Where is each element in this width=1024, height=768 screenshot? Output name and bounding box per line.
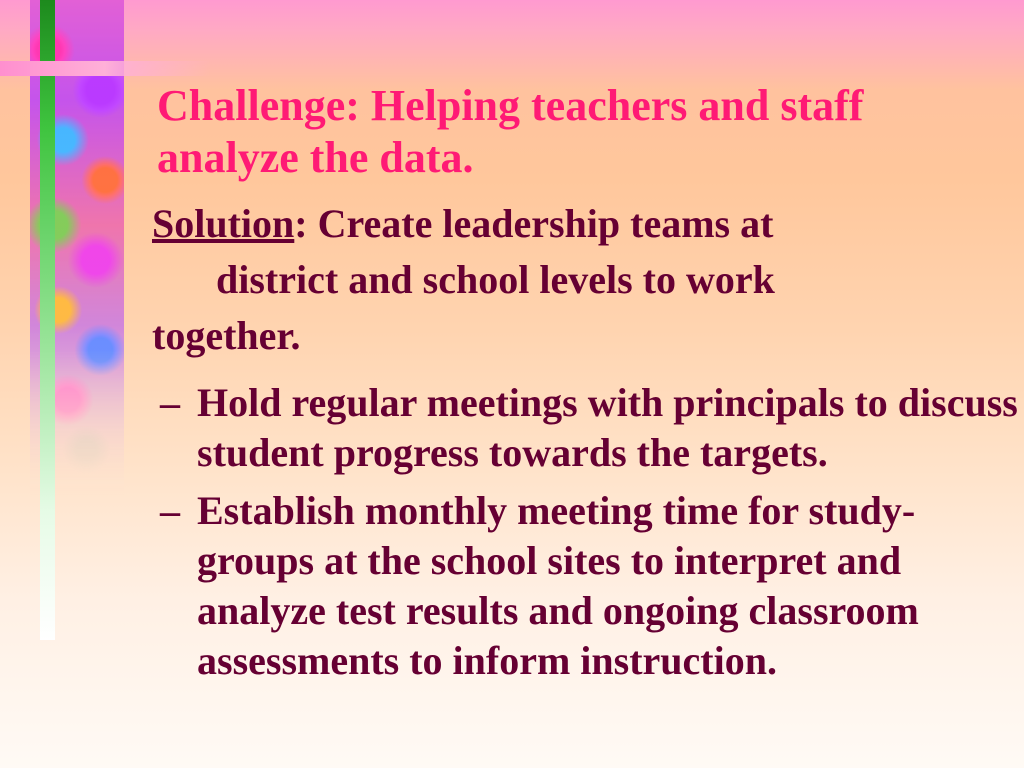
solution-separator: : xyxy=(294,201,308,246)
bullet-list xyxy=(160,378,1020,694)
solution-label: Solution xyxy=(152,201,295,246)
bullet-text: Establish monthly meeting time for study-groups at the school sites to interpret and analyze test results and ongoing classroom assessments to inform instruction. xyxy=(197,488,919,683)
solution-line-1 xyxy=(152,196,912,252)
solution-text-line-1: Create leadership teams at xyxy=(307,201,774,246)
bullet-dash: – xyxy=(160,380,180,425)
bullet-text: Hold regular meetings with principals to discuss student progress towards the targets. xyxy=(197,380,1018,475)
list-item xyxy=(160,378,1020,478)
solution-paragraph xyxy=(152,196,912,364)
list-item xyxy=(160,486,1020,686)
solution-text-line-2: district and school levels to work xyxy=(216,257,775,302)
solution-text-line-3: together. xyxy=(152,313,301,358)
decorative-vertical-bar xyxy=(40,0,55,640)
bullet-dash: – xyxy=(160,488,180,533)
slide-title: Challenge: Helping teachers and staff analyze the data. xyxy=(157,81,864,182)
decorative-horizontal-bar xyxy=(0,61,210,76)
